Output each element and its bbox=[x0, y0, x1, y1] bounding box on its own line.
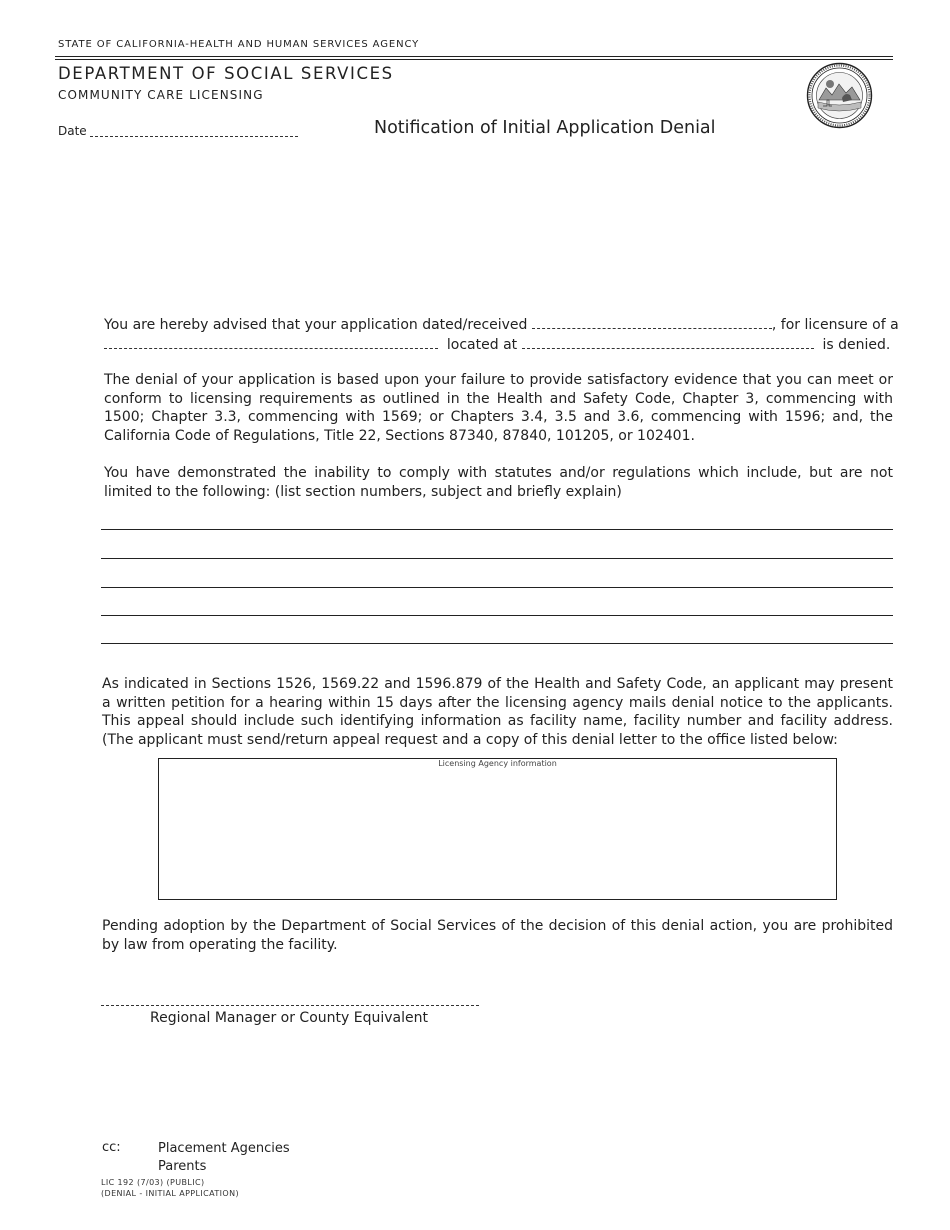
facility-address-field[interactable] bbox=[522, 335, 814, 349]
denial-basis-paragraph: The denial of your application is based upon your failure to provide satisfactory evidence that you can meet or conform to licensing requirements as outlined in the Health and Safety Code, Chapter 3, commencing with 1500; Chapter 3.3, commencing with 1569; or Chapters 3.4, 3.5 and 3.6, commencing with 1596; and, the California Code of Regulations, Title 22, Sections 87340, 87840, 101205, or 102401. bbox=[104, 372, 893, 444]
state-seal-icon bbox=[806, 62, 873, 129]
violation-line-3[interactable] bbox=[101, 587, 893, 588]
page-title: Notification of Initial Application Denial bbox=[374, 118, 716, 138]
advice-paragraph bbox=[104, 315, 899, 354]
advice-text-3: located at bbox=[446, 336, 518, 353]
date-label: Date bbox=[58, 124, 87, 138]
licensing-agency-box[interactable] bbox=[158, 758, 837, 900]
advice-text-4: is denied. bbox=[822, 336, 891, 353]
application-date-field[interactable] bbox=[532, 315, 772, 329]
form-identifier bbox=[101, 1178, 239, 1199]
violation-line-1[interactable] bbox=[101, 529, 893, 530]
header-rule-top bbox=[55, 56, 893, 57]
cc-recipient: Placement Agencies bbox=[158, 1141, 290, 1156]
cc-list bbox=[158, 1140, 290, 1175]
form-number: LIC 192 (7/03) (PUBLIC) bbox=[101, 1178, 205, 1187]
date-field[interactable] bbox=[90, 136, 298, 137]
advice-text-1: You are hereby advised that your application dated/received bbox=[104, 317, 528, 333]
division-name: COMMUNITY CARE LICENSING bbox=[58, 88, 264, 102]
agency-name: STATE OF CALIFORNIA-HEALTH AND HUMAN SERVICES AGENCY bbox=[58, 39, 420, 50]
violation-line-4[interactable] bbox=[101, 615, 893, 616]
cc-label: cc: bbox=[102, 1140, 121, 1155]
facility-type-field[interactable] bbox=[104, 335, 438, 349]
appeal-paragraph: As indicated in Sections 1526, 1569.22 and 1596.879 of the Health and Safety Code, an applicant may present a written petition for a hearing within 15 days after the licensing agency mails denial notice to the applicants. This appeal should include such identifying information as facility name, facility number and facility address. (The applicant must send/return appeal request and a copy of this denial letter to the office listed below: bbox=[102, 676, 893, 748]
advice-text-2: , for licensure of a bbox=[771, 317, 899, 333]
violation-line-5[interactable] bbox=[101, 643, 893, 644]
signature-field[interactable] bbox=[101, 1005, 479, 1006]
inability-paragraph: You have demonstrated the inability to comply with statutes and/or regulations which include, but are not limited to the following: (list section numbers, subject and briefly explain) bbox=[104, 465, 893, 500]
department-name: DEPARTMENT OF SOCIAL SERVICES bbox=[58, 64, 394, 83]
violation-line-2[interactable] bbox=[101, 558, 893, 559]
header-rule-bottom bbox=[55, 59, 893, 60]
licensing-agency-label: Licensing Agency information bbox=[438, 759, 557, 768]
pending-paragraph: Pending adoption by the Department of Social Services of the decision of this denial action, you are prohibited by law from operating the facility. bbox=[102, 918, 893, 953]
form-type: (DENIAL - INITIAL APPLICATION) bbox=[101, 1188, 240, 1198]
signature-label: Regional Manager or County Equivalent bbox=[150, 1010, 428, 1026]
cc-recipient: Parents bbox=[158, 1158, 207, 1174]
